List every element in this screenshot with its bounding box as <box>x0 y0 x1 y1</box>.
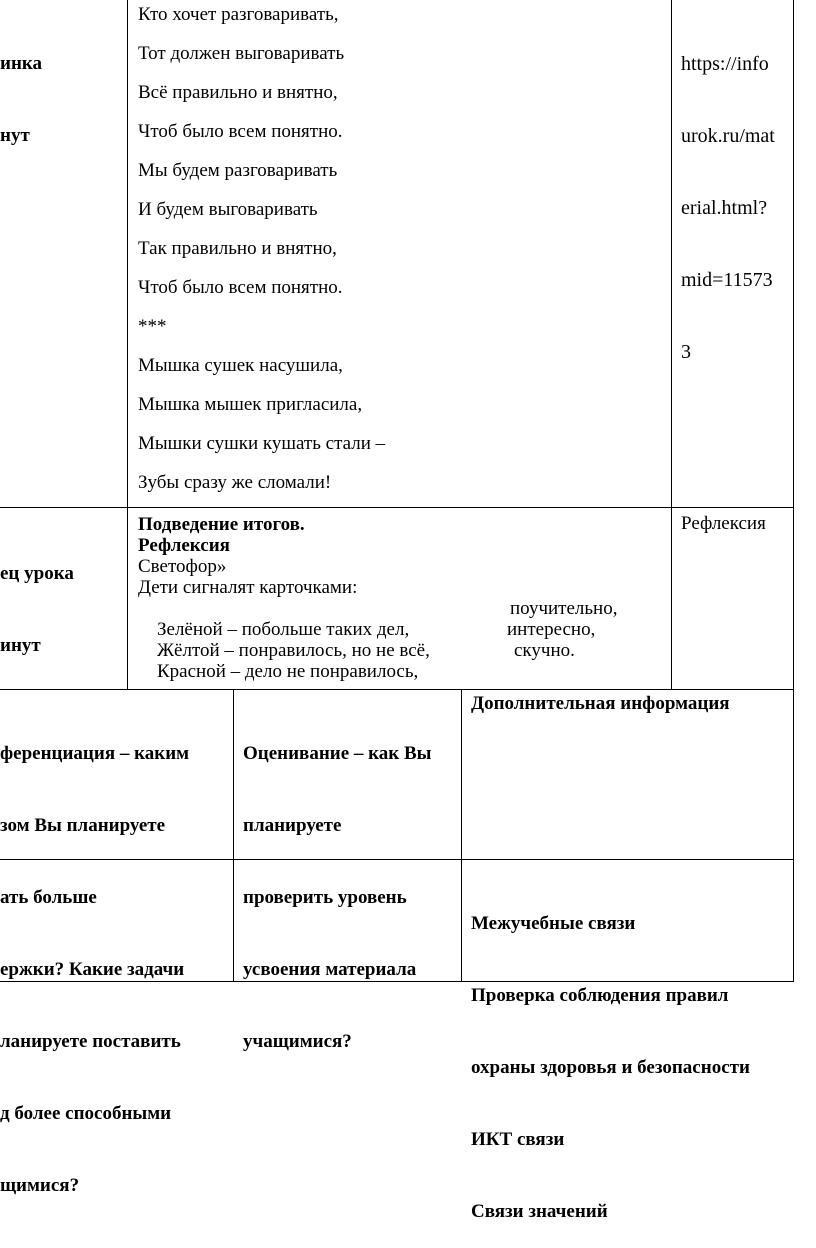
differentiation-line: ланируете поставить <box>0 1031 181 1052</box>
signal-green-text: Зелёной – побольше таких дел, <box>157 619 410 640</box>
poem-line: И будем выговаривать <box>138 199 318 220</box>
resource-link-line: mid=11573 <box>681 269 773 291</box>
poem-line: Мышки сушки кушать стали – <box>138 433 386 454</box>
poem-line: Зубы сразу же сломали! <box>138 472 332 493</box>
row2-stage-line: ец урока <box>0 563 74 584</box>
reflection-cell <box>138 514 618 682</box>
poem-line: Чтоб было всем понятно. <box>138 121 343 142</box>
signal-red-meaning: скучно. <box>514 640 575 661</box>
poem-line: Чтоб было всем понятно. <box>138 277 343 298</box>
signal-red-text: Красной – дело не понравилось, <box>157 661 419 682</box>
traffic-light-label: Светофор» <box>138 556 227 577</box>
grid-col-divider-1 <box>127 0 128 690</box>
table-border-right <box>793 0 794 982</box>
row1-stage-line: нут <box>0 125 30 146</box>
differentiation-line: ференциация – каким <box>0 743 190 764</box>
resource-link-line: urok.ru/mat <box>681 125 775 147</box>
row1-stage-line: инка <box>0 53 43 74</box>
assessment-line: учащимися? <box>243 1031 352 1052</box>
summary-title: Подведение итогов. <box>138 514 305 535</box>
differentiation-line: щимися? <box>0 1175 80 1196</box>
differentiation-line: ать больше <box>0 887 97 908</box>
signal-yellow-meaning: интересно, <box>507 619 596 640</box>
assessment-line: усвоения материала <box>243 959 417 980</box>
cards-instruction: Дети сигналят карточками: <box>138 577 358 598</box>
differentiation-cell <box>0 694 189 1222</box>
poem-line: Всё правильно и внятно, <box>138 82 338 103</box>
differentiation-line: д более способными <box>0 1103 172 1124</box>
signal-row-red <box>138 640 575 682</box>
info-line: Межучебные связи <box>471 913 636 934</box>
resource-link-line: erial.html? <box>681 197 768 219</box>
poem-line: Тот должен выговаривать <box>138 43 345 64</box>
grid-col-divider-4 <box>461 690 462 982</box>
row2-stage-line: инут <box>0 635 41 656</box>
cross-curricular-cell <box>471 864 750 1248</box>
assessment-line: планируете <box>243 815 342 836</box>
row1-stage-cell <box>0 4 42 172</box>
row2-stage-cell <box>0 514 74 682</box>
info-line: охраны здоровья и безопасности <box>471 1057 750 1078</box>
differentiation-line: зом Вы планируете <box>0 815 166 836</box>
reflection-title: Рефлексия <box>138 535 230 556</box>
grid-row-divider-2 <box>0 689 794 690</box>
poem-line: Мышка мышек пригласила, <box>138 394 363 415</box>
grid-col-divider-2 <box>671 0 672 690</box>
poem-line: Кто хочет разговаривать, <box>138 4 339 25</box>
differentiation-line: ержки? Какие задачи <box>0 959 185 980</box>
poem-line: *** <box>138 316 167 337</box>
info-line: ИКТ связи <box>471 1129 565 1150</box>
poem-line: Так правильно и внятно, <box>138 238 337 259</box>
poem-line: Мы будем разговаривать <box>138 160 338 181</box>
assessment-line: Оценивание – как Вы <box>243 743 432 764</box>
info-line: Проверка соблюдения правил <box>471 985 729 1006</box>
signal-green-meaning: поучительно, <box>510 598 618 619</box>
resource-link-line: 3 <box>681 341 691 363</box>
additional-info-heading: Дополнительная информация <box>471 693 730 714</box>
info-line: Связи значений <box>471 1201 608 1222</box>
resource-link[interactable] <box>681 4 775 388</box>
resource-link-line: https://info <box>681 53 769 75</box>
poem-line: Мышка сушек насушила, <box>138 355 343 376</box>
grid-row-divider-1 <box>0 507 794 508</box>
assessment-cell <box>243 694 432 1078</box>
row2-resource: Рефлексия <box>681 513 766 534</box>
grid-col-divider-3 <box>233 690 234 982</box>
assessment-line: проверить уровень <box>243 887 407 908</box>
signal-yellow-text: Жёлтой – понравилось, но не всё, <box>157 640 430 661</box>
